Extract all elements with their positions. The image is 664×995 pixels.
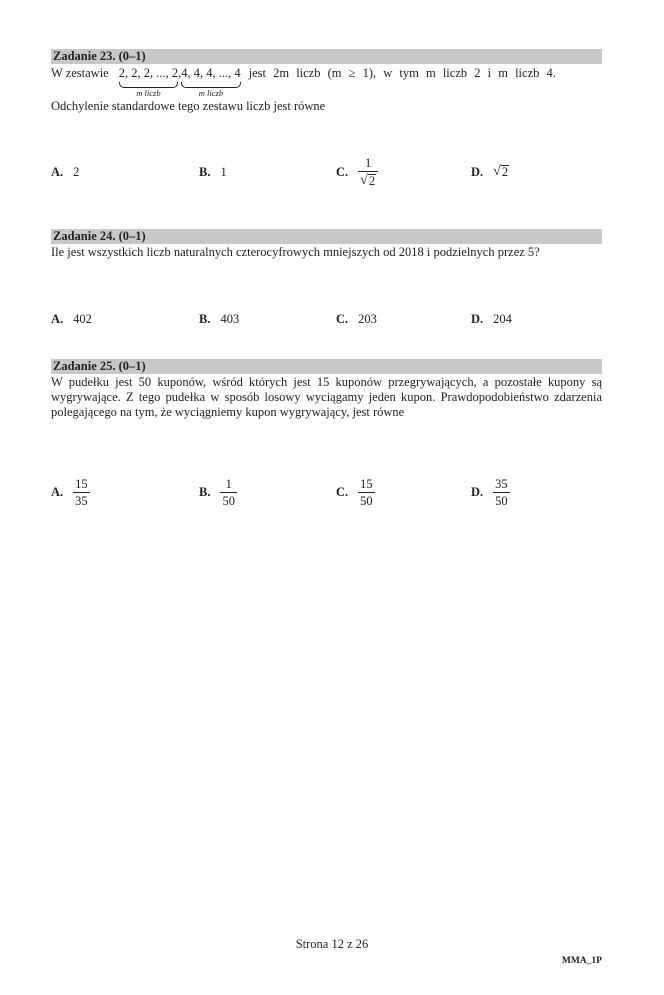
sqrt-symbol: √ 2: [493, 164, 509, 179]
task-text: W zestawie 2, 2, 2, ..., 2 m liczb , 4, 4, 4, ..., 4 m liczb jest 2m liczb (m ≥ 1), w tym m liczb 2 i m liczb 4.: [51, 66, 556, 98]
answer-a[interactable]: A. $\frac{15}{35}$: [51, 476, 88, 508]
set-intro: W zestawie: [51, 66, 109, 80]
sentence-rest: jest 2m liczb (m ≥ 1), w tym m liczb 2 i m liczb 4.: [248, 66, 556, 80]
answer-b[interactable]: B. 403: [199, 311, 240, 326]
fraction: 1 √ 2: [358, 156, 378, 188]
answer-d[interactable]: D. $\frac{35}{50}$: [471, 476, 508, 508]
fraction: $\frac{15}{50}$: [360, 476, 373, 508]
answer-b[interactable]: B. $\frac{1}{50}$: [199, 476, 235, 508]
answer-d[interactable]: D. √ 2: [471, 164, 509, 179]
task-23: [51, 49, 602, 114]
fraction: $\frac{1}{50}$: [222, 476, 235, 508]
task-25: [51, 359, 602, 420]
answers-24: [51, 299, 602, 339]
task-header: Zadanie 25. (0–1): [51, 359, 602, 374]
task-text: Ile jest wszystkich liczb naturalnych czterocyfrowych mniejszych od 2018 i podzielnych przez 5?: [51, 245, 540, 259]
sequence-twos: 2, 2, 2, ..., 2 m liczb: [118, 66, 179, 98]
sequence-fours: 4, 4, 4, ..., 4 m liczb: [181, 66, 241, 98]
sqrt-symbol: √ 2: [360, 173, 376, 188]
exam-code: MMA_1P: [561, 956, 602, 966]
fraction: $\frac{35}{50}$: [495, 476, 508, 508]
answer-b[interactable]: B. 1: [199, 164, 227, 179]
task-text: W pudełku jest 50 kuponów, wśród których jest 15 kuponów przegrywających, a pozostałe kupony są wygrywające. Z tego pudełka w sposób losowy wyciągamy jeden kupon. Prawdopodobieństwo zdarzenia polegającego na tym, że wyciągniemy kupon wygrywający, jest równe: [51, 375, 602, 419]
brace-label: m liczb: [198, 88, 224, 98]
answers-23: [51, 152, 602, 192]
answer-a[interactable]: A. 2: [51, 164, 80, 179]
answer-c[interactable]: C. $\frac{15}{50}$: [336, 476, 373, 508]
page-number: Strona 12 z 26: [295, 937, 369, 951]
task-header: Zadanie 24. (0–1): [51, 229, 602, 244]
brace-label: m liczb: [136, 88, 161, 98]
answer-d[interactable]: D. 204: [471, 311, 512, 326]
task-24: [51, 229, 602, 260]
task-question: Odchylenie standardowe tego zestawu liczb jest równe: [51, 99, 326, 113]
fraction: $\frac{15}{35}$: [75, 476, 88, 508]
answer-c[interactable]: C. 1 √ 2: [336, 152, 378, 192]
task-header: Zadanie 23. (0–1): [51, 49, 602, 64]
answer-c[interactable]: C. 203: [336, 311, 377, 326]
answer-a[interactable]: A. 402: [51, 311, 92, 326]
answers-25: [51, 472, 602, 512]
